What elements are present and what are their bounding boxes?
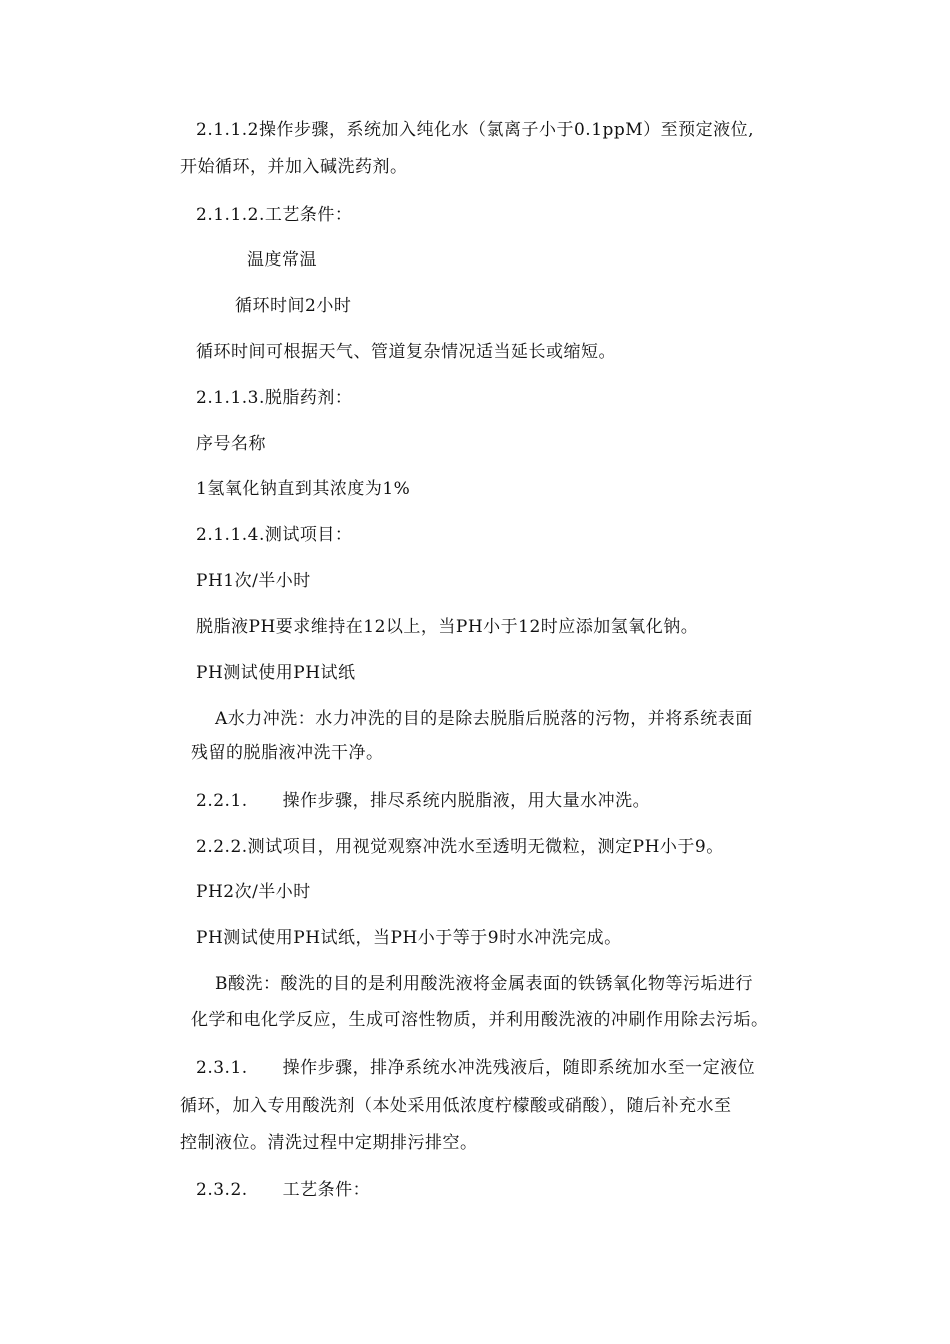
section-2-1-1-2-procedure-line-1: 2.1.1.2操作步骤，系统加入纯化水（氯离子小于0.1ppM）至预定液位, bbox=[196, 120, 755, 140]
section-2-3-2-heading: 2.3.2. 工艺条件： bbox=[196, 1180, 371, 1200]
water-flush-complete-line: PH测试使用PH试纸，当PH小于等于9时水冲洗完成。 bbox=[196, 928, 622, 948]
section-2-3-1-line-2: 循环，加入专用酸洗剂（本处采用低浓度柠檬酸或硝酸），随后补充水至 bbox=[180, 1096, 732, 1116]
acid-wash-paragraph-line-1: B酸洗：酸洗的目的是利用酸洗液将金属表面的铁锈氧化物等污垢进行 bbox=[215, 974, 753, 994]
reagent-item-line: 1氢氧化钠直到其浓度为1% bbox=[196, 479, 411, 499]
temperature-line: 温度常温 bbox=[247, 250, 317, 270]
section-2-2-2-line: 2.2.2.测试项目，用视觉观察冲洗水至透明无微粒，测定PH小于9。 bbox=[196, 837, 724, 857]
ph-test-paper-line: PH测试使用PH试纸 bbox=[196, 663, 356, 683]
water-flush-paragraph-line-1: A水力冲洗：水力冲洗的目的是除去脱脂后脱落的污物，并将系统表面 bbox=[215, 709, 753, 729]
water-flush-paragraph-line-2: 残留的脱脂液冲洗干净。 bbox=[191, 743, 384, 763]
table-header-line: 序号名称 bbox=[196, 434, 266, 454]
cycle-time-note: 循环时间可根据天气、管道复杂情况适当延长或缩短。 bbox=[196, 342, 616, 362]
degreasing-ph-requirement: 脱脂液PH要求维持在12以上，当PH小于12时应添加氢氧化钠。 bbox=[196, 617, 699, 637]
section-2-1-1-4-heading: 2.1.1.4.测试项目： bbox=[196, 525, 353, 545]
cycle-time-line: 循环时间2小时 bbox=[235, 296, 352, 316]
section-2-3-1-line-1: 2.3.1. 操作步骤，排净系统水冲洗残液后，随即系统加水至一定液位 bbox=[196, 1058, 756, 1078]
ph-frequency-line: PH1次/半小时 bbox=[196, 571, 311, 591]
section-2-2-1-line: 2.2.1. 操作步骤，排尽系统内脱脂液，用大量水冲洗。 bbox=[196, 791, 651, 811]
section-2-3-1-line-3: 控制液位。清洗过程中定期排污排空。 bbox=[180, 1133, 478, 1153]
acid-wash-paragraph-line-2: 化学和电化学反应，生成可溶性物质，并利用酸洗液的冲刷作用除去污垢。 bbox=[191, 1010, 769, 1030]
section-process-conditions-heading: 2.1.1.2.工艺条件： bbox=[196, 205, 353, 225]
section-2-1-1-2-procedure-line-2: 开始循环，并加入碱洗药剂。 bbox=[180, 157, 408, 177]
ph2-frequency-line: PH2次/半小时 bbox=[196, 882, 311, 902]
section-2-1-1-3-heading: 2.1.1.3.脱脂药剂： bbox=[196, 388, 353, 408]
